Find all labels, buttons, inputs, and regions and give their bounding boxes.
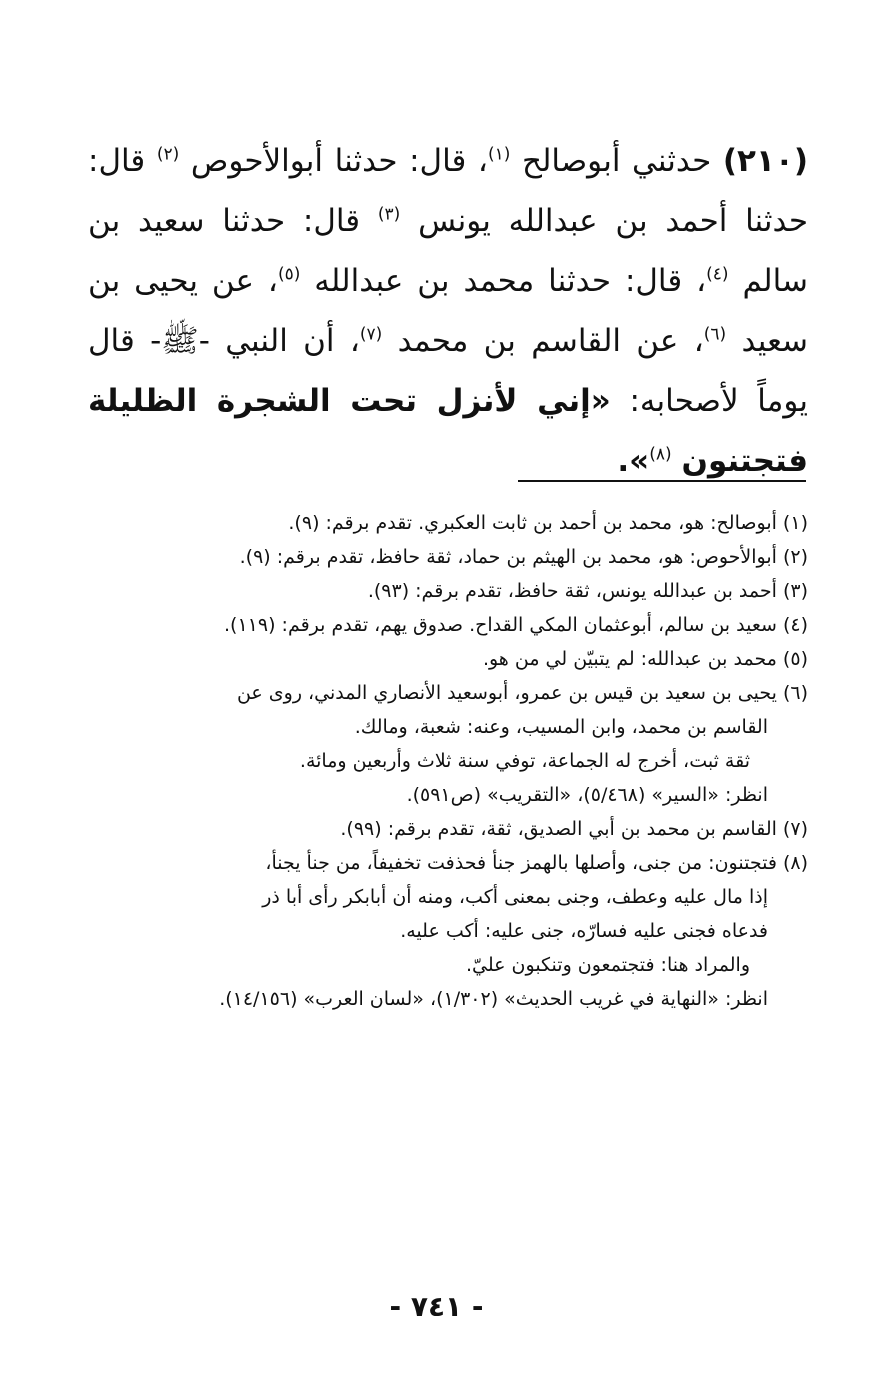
footnote-ref: (٢) xyxy=(156,144,180,165)
page-number: - ٧٤١ - xyxy=(389,1290,484,1323)
footnote-6-sources: انظر: «السير» (٥/٤٦٨)، «التقريب» (ص٥٩١). xyxy=(406,784,768,806)
prophet-quote: «إني لأنزل تحت الشجرة الظليلة فتجتنون xyxy=(88,383,808,479)
hadith-segment: ، قال: حدثنا محمد بن عبدالله xyxy=(314,263,707,299)
footnote-ref: (٥) xyxy=(277,264,301,285)
prophet-quote-end: ». xyxy=(617,443,650,479)
hadith-number: (٢١٠) xyxy=(722,143,808,179)
footnote-divider xyxy=(518,480,806,482)
footnote-ref: (٧) xyxy=(359,324,383,345)
hadith-segment: حدثني أبوصالح xyxy=(521,143,712,179)
hadith-segment: ، عن يحيى بن سعيد xyxy=(88,263,809,359)
footnote-7: (٧) القاسم بن محمد بن أبي الصديق، ثقة، تقدم برقم: (٩٩). xyxy=(340,818,808,840)
footnote-6: (٦) يحيى بن سعيد بن قيس بن عمرو، أبوسعيد الأنصاري المدني، روى عن xyxy=(236,682,808,704)
footnote-8: (٨) فتجتنون: من جنى، وأصلها بالهمز جنأ فحذفت تخفيفاً، من جنأ يجنأ، xyxy=(265,852,808,874)
footnote-ref: (٨) xyxy=(649,444,672,465)
footnote-8-continued-2: فدعاه فجنى عليه فسارّه، جنى عليه: أكب عليه. xyxy=(400,920,768,942)
footnote-8-meaning: والمراد هنا: فتجتمعون وتنكبون عليّ. xyxy=(466,954,750,976)
hadith-segment: ، أن النبي -ﷺ- قال يوماً لأصحابه: xyxy=(88,323,809,419)
footnote-ref: (٤) xyxy=(706,264,729,285)
hadith-segment: ، عن القاسم بن محمد xyxy=(397,323,704,359)
footnote-ref: (٣) xyxy=(377,204,401,225)
footnote-2: (٢) أبوالأحوص: هو، محمد بن الهيثم بن حماد، ثقة حافظ، تقدم برقم: (٩). xyxy=(239,546,808,568)
hadith-segment: ، قال: حدثنا أبوالأحوص xyxy=(190,143,488,179)
footnotes-section xyxy=(78,506,808,1016)
footnote-6-grading: ثقة ثبت، أخرج له الجماعة، توفي سنة ثلاث وأربعين ومائة. xyxy=(299,750,750,772)
hadith-segment: قال: حدثنا سعيد بن سالم xyxy=(88,203,808,299)
footnote-3: (٣) أحمد بن عبدالله يونس، ثقة حافظ، تقدم برقم: (٩٣). xyxy=(367,580,808,602)
footnote-8-continued: إذا مال عليه وعطف، وجنى بمعنى أكب، ومنه أن أبابكر رأى أبا ذر xyxy=(262,886,768,908)
hadith-segment: قال: حدثنا أحمد بن عبدالله يونس xyxy=(88,143,808,239)
footnote-1: (١) أبوصالح: هو، محمد بن أحمد بن ثابت العكبري. تقدم برقم: (٩). xyxy=(288,512,808,534)
footnote-8-sources: انظر: «النهاية في غريب الحديث» (١/٣٠٢)، «لسان العرب» (١٤/١٥٦). xyxy=(219,988,768,1010)
footnote-5: (٥) محمد بن عبدالله: لم يتبيّن لي من هو. xyxy=(482,648,808,670)
footnote-4: (٤) سعيد بن سالم، أبوعثمان المكي القداح. صدوق يهم، تقدم برقم: (١١٩). xyxy=(224,614,808,636)
footnote-6-continued: القاسم بن محمد، وابن المسيب، وعنه: شعبة، ومالك. xyxy=(354,716,768,738)
footnote-ref: (١) xyxy=(487,144,511,165)
hadith-text xyxy=(88,131,808,491)
footnote-ref: (٦) xyxy=(703,324,727,345)
